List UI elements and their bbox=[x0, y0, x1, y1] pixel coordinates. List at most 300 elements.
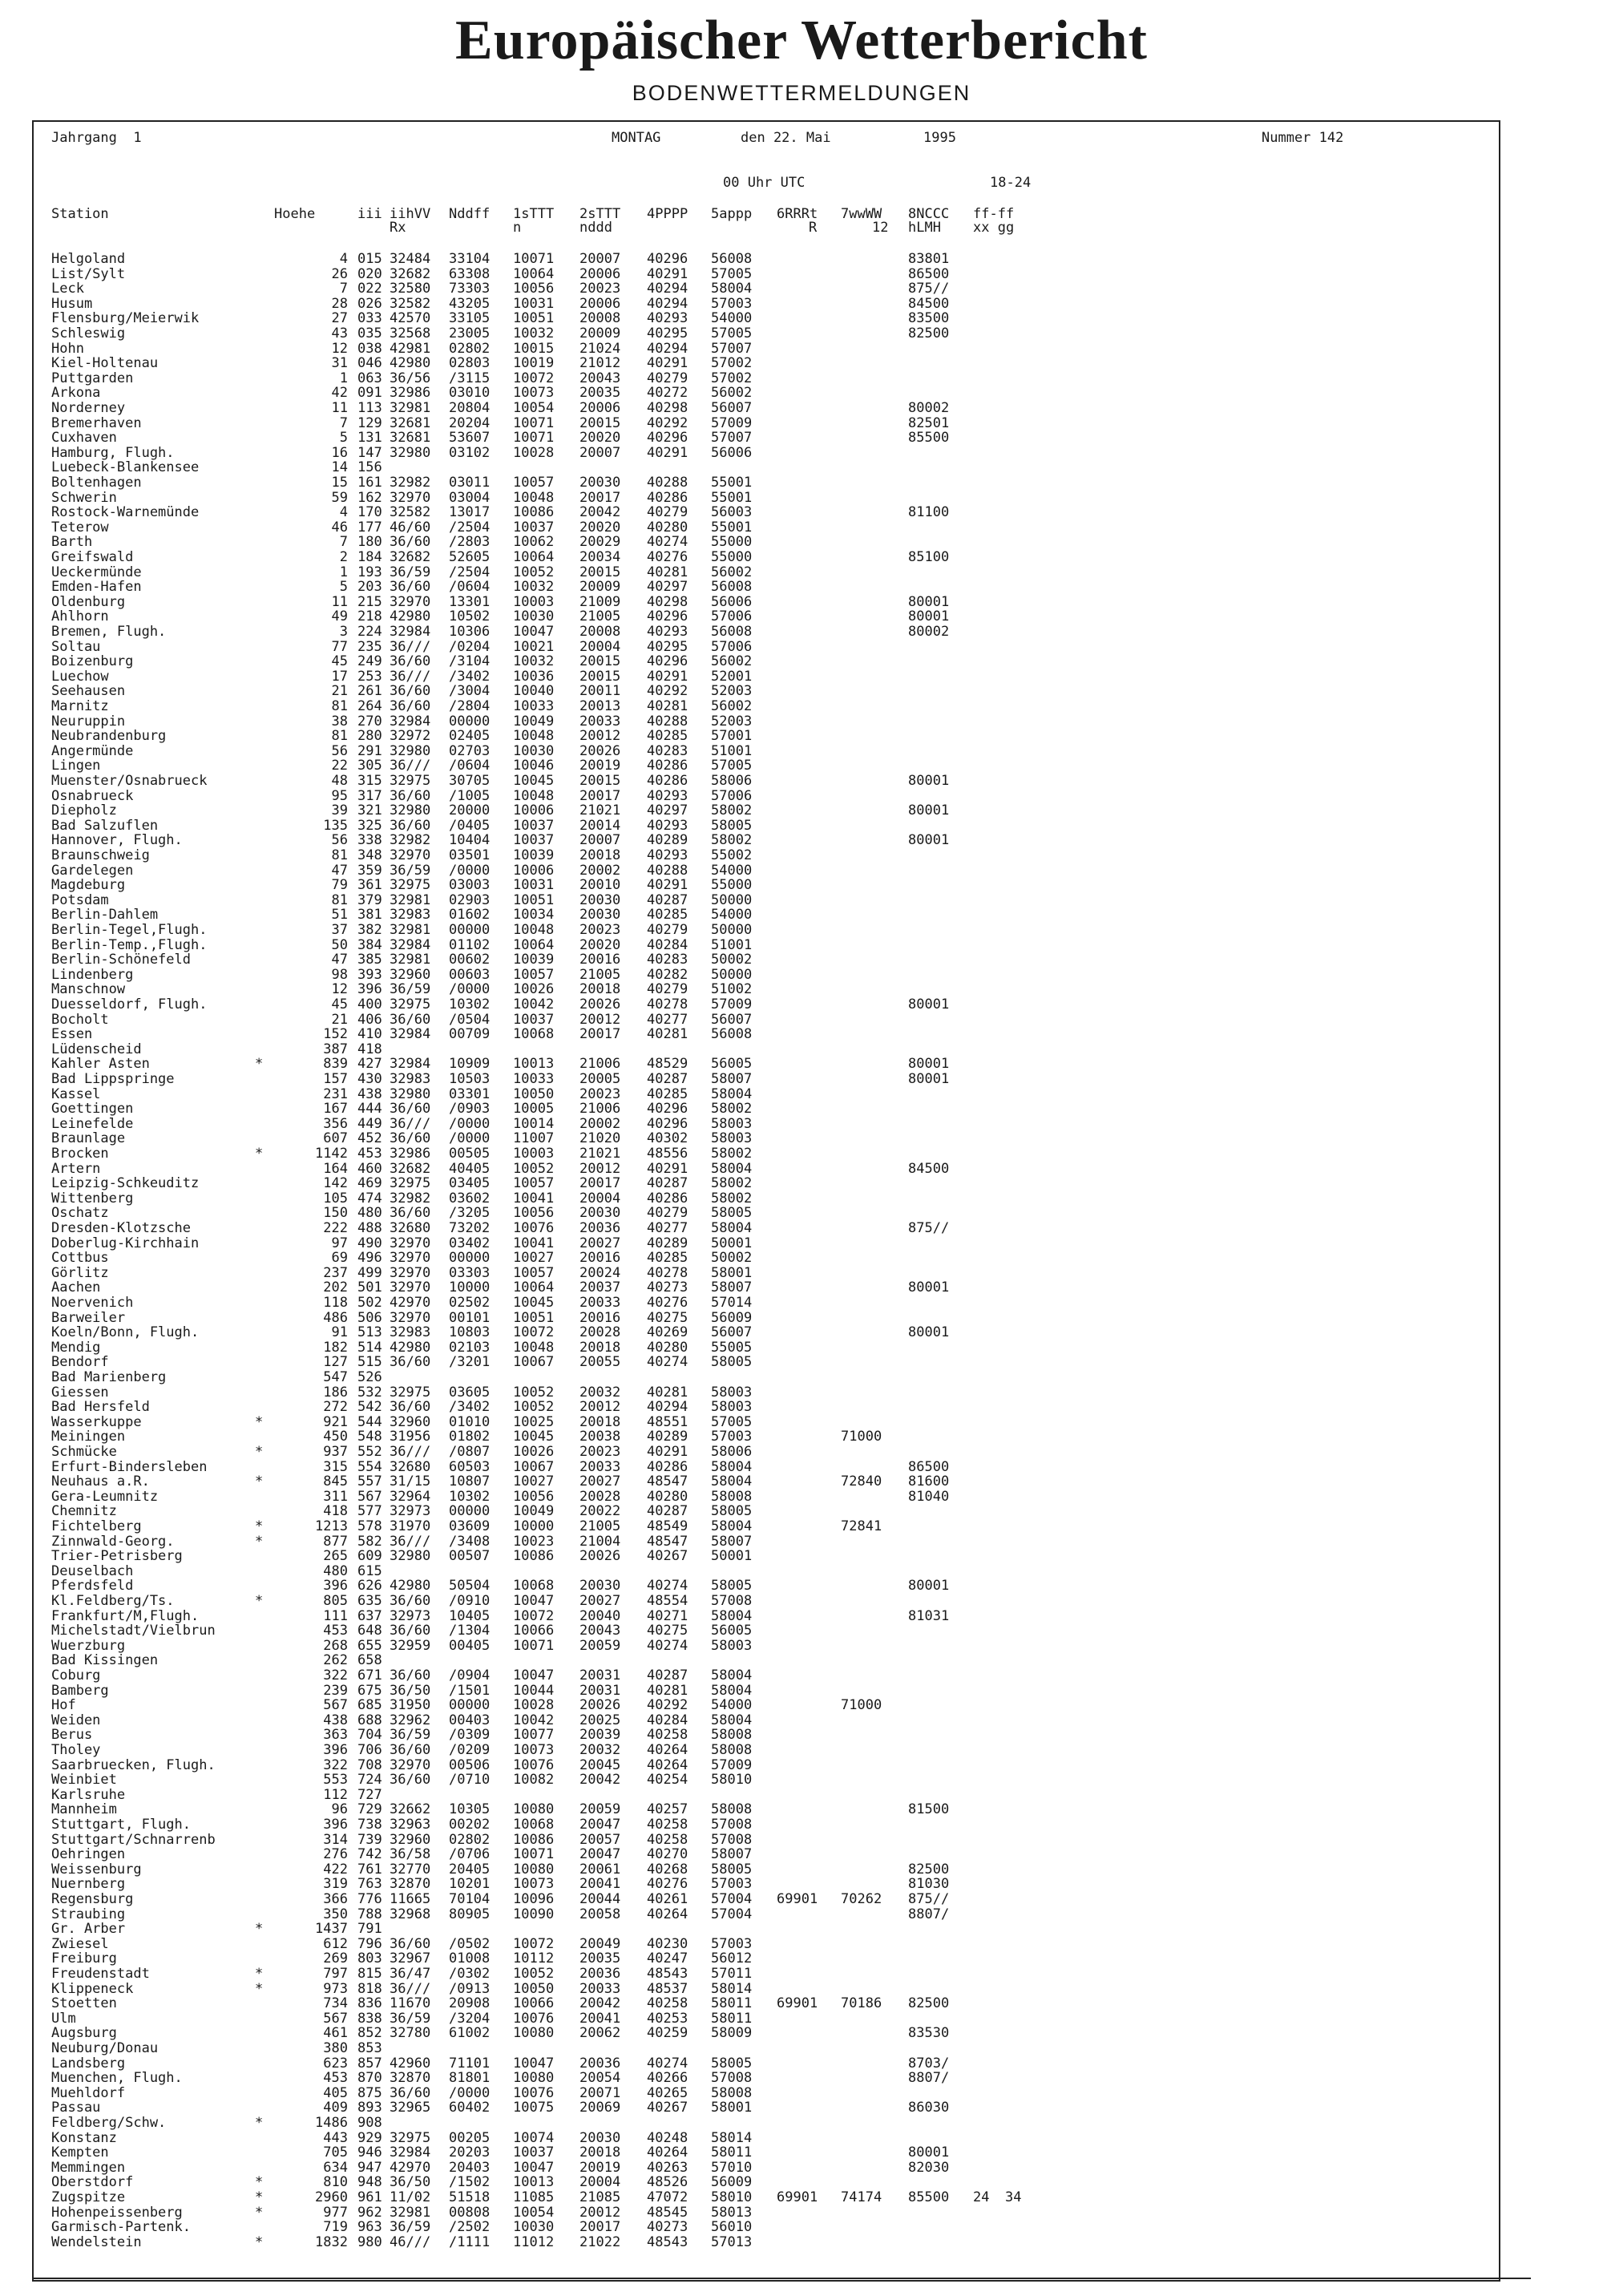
col-7wwww-sub: 12 bbox=[872, 220, 889, 236]
station-name: Michelstadt/Vielbrun bbox=[51, 1623, 216, 1639]
group-2sttt: 21005 bbox=[579, 1518, 621, 1534]
table-row bbox=[34, 1266, 1499, 1281]
group-nddff: 01602 bbox=[449, 907, 491, 924]
group-5appp: 58002 bbox=[711, 1190, 753, 1207]
group-5appp: 50000 bbox=[711, 966, 753, 983]
group-nddff: 00507 bbox=[449, 1548, 491, 1565]
group-2sttt: 20015 bbox=[579, 414, 621, 431]
station-id: 452 bbox=[357, 1130, 382, 1147]
group-gg: 34 bbox=[1005, 2189, 1022, 2205]
station-id: 469 bbox=[357, 1175, 382, 1192]
group-1sttt: 10031 bbox=[513, 295, 555, 312]
group-nddff: /0000 bbox=[449, 981, 491, 998]
table-row bbox=[34, 789, 1499, 804]
group-iihvv: 31956 bbox=[390, 1429, 431, 1445]
station-name: Karlsruhe bbox=[51, 1786, 126, 1803]
group-iihvv: 32975 bbox=[390, 877, 431, 894]
table-row bbox=[34, 2086, 1499, 2101]
group-iihvv: 32780 bbox=[390, 2025, 431, 2042]
report-frame bbox=[32, 120, 1500, 2282]
group-nddff: 00205 bbox=[449, 2129, 491, 2146]
station-id: 430 bbox=[357, 1071, 382, 1087]
group-iihvv: 36/// bbox=[390, 668, 431, 685]
group-2sttt: 21004 bbox=[579, 1533, 621, 1550]
group-4pppp: 40281 bbox=[647, 698, 688, 714]
station-name: Koeln/Bonn, Flugh. bbox=[51, 1324, 200, 1341]
mountain-mark: * bbox=[255, 1518, 264, 1534]
group-iihvv: 46/60 bbox=[390, 519, 431, 536]
group-nddff: 00202 bbox=[449, 1817, 491, 1833]
group-8nccc: 82500 bbox=[908, 325, 950, 342]
station-height: 237 bbox=[323, 1264, 348, 1281]
group-iihvv: 36/60 bbox=[390, 1772, 431, 1789]
group-7wwww: 71000 bbox=[841, 1429, 882, 1445]
table-row bbox=[34, 535, 1499, 550]
group-5appp: 58001 bbox=[711, 1264, 753, 1281]
page-subtitle: BODENWETTERMELDUNGEN bbox=[632, 81, 971, 105]
table-row bbox=[34, 1131, 1499, 1146]
group-5appp: 51001 bbox=[711, 936, 753, 953]
station-id: 963 bbox=[357, 2219, 382, 2236]
group-nddff: 10909 bbox=[449, 1056, 491, 1073]
station-id: 384 bbox=[357, 936, 382, 953]
station-height: 105 bbox=[323, 1190, 348, 1207]
group-nddff: 20908 bbox=[449, 1995, 491, 2012]
station-name: Freudenstadt bbox=[51, 1966, 150, 1982]
group-iihvv: 32983 bbox=[390, 1071, 431, 1087]
station-name: Görlitz bbox=[51, 1264, 109, 1281]
group-2sttt: 20062 bbox=[579, 2025, 621, 2042]
group-2sttt: 20032 bbox=[579, 1384, 621, 1401]
station-id: 685 bbox=[357, 1697, 382, 1714]
table-row bbox=[34, 669, 1499, 685]
group-iihvv: 32972 bbox=[390, 728, 431, 745]
table-row bbox=[34, 1146, 1499, 1162]
group-nddff: 00603 bbox=[449, 966, 491, 983]
group-5appp: 55001 bbox=[711, 519, 753, 536]
group-2sttt: 20041 bbox=[579, 2010, 621, 2027]
group-iihvv: 32983 bbox=[390, 1324, 431, 1341]
group-5appp: 57011 bbox=[711, 1966, 753, 1982]
group-2sttt: 20028 bbox=[579, 1324, 621, 1341]
station-height: 91 bbox=[331, 1324, 348, 1341]
table-row bbox=[34, 1385, 1499, 1401]
group-5appp: 58008 bbox=[711, 1742, 753, 1758]
group-4pppp: 40258 bbox=[647, 1727, 688, 1744]
group-iihvv: 32986 bbox=[390, 385, 431, 402]
group-5appp: 57005 bbox=[711, 265, 753, 282]
group-nddff: /1111 bbox=[449, 2233, 491, 2250]
group-2sttt: 20009 bbox=[579, 579, 621, 596]
table-row bbox=[34, 938, 1499, 953]
group-1sttt: 10028 bbox=[513, 1697, 555, 1714]
group-4pppp: 40286 bbox=[647, 773, 688, 789]
station-height: 45 bbox=[331, 653, 348, 670]
group-nddff: /0904 bbox=[449, 1667, 491, 1684]
station-id: 796 bbox=[357, 1935, 382, 1952]
group-nddff: 71101 bbox=[449, 2055, 491, 2072]
group-4pppp: 40291 bbox=[647, 1160, 688, 1177]
table-row bbox=[34, 1429, 1499, 1445]
group-iihvv: 32680 bbox=[390, 1220, 431, 1236]
group-nddff: 20403 bbox=[449, 2159, 491, 2176]
station-height: 322 bbox=[323, 1756, 348, 1773]
station-height: 607 bbox=[323, 1130, 348, 1147]
station-name: Leipzig-Schkeuditz bbox=[51, 1175, 200, 1192]
station-name: Barweiler bbox=[51, 1309, 126, 1326]
group-2sttt: 20012 bbox=[579, 1011, 621, 1028]
group-5appp: 58008 bbox=[711, 2084, 753, 2101]
station-name: Hohn bbox=[51, 340, 84, 357]
station-name: Neuhaus a.R. bbox=[51, 1473, 150, 1490]
station-height: 553 bbox=[323, 1772, 348, 1789]
mountain-mark: * bbox=[255, 1533, 264, 1550]
group-iihvv: 32970 bbox=[390, 489, 431, 506]
station-height: 719 bbox=[323, 2219, 348, 2236]
group-2sttt: 20027 bbox=[579, 1235, 621, 1251]
station-name: Nuernberg bbox=[51, 1876, 126, 1893]
table-row bbox=[34, 1236, 1499, 1251]
group-4pppp: 40280 bbox=[647, 1339, 688, 1356]
station-id: 554 bbox=[357, 1458, 382, 1475]
group-1sttt: 11007 bbox=[513, 1130, 555, 1147]
group-1sttt: 10036 bbox=[513, 668, 555, 685]
group-2sttt: 20016 bbox=[579, 1250, 621, 1267]
group-2sttt: 20036 bbox=[579, 1220, 621, 1236]
group-7wwww: 72841 bbox=[841, 1518, 882, 1534]
group-2sttt: 20038 bbox=[579, 1429, 621, 1445]
station-id: 400 bbox=[357, 996, 382, 1013]
table-row bbox=[34, 1833, 1499, 1848]
col-7wwww: 7wwWW bbox=[841, 206, 882, 222]
table-row bbox=[34, 2161, 1499, 2176]
station-name: Husum bbox=[51, 295, 93, 312]
group-5appp: 57003 bbox=[711, 1876, 753, 1893]
group-5appp: 58005 bbox=[711, 1205, 753, 1222]
table-row bbox=[34, 863, 1499, 879]
station-name: Erfurt-Bindersleben bbox=[51, 1458, 208, 1475]
station-id: 162 bbox=[357, 489, 382, 506]
table-row bbox=[34, 1072, 1499, 1087]
group-4pppp: 40302 bbox=[647, 1130, 688, 1147]
station-height: 150 bbox=[323, 1205, 348, 1222]
station-name: Ulm bbox=[51, 2010, 76, 2027]
station-height: 973 bbox=[323, 1980, 348, 1997]
group-5appp: 57007 bbox=[711, 340, 753, 357]
group-iihvv: 32968 bbox=[390, 1906, 431, 1922]
group-iihvv: 42980 bbox=[390, 1339, 431, 1356]
group-4pppp: 40247 bbox=[647, 1950, 688, 1967]
station-id: 264 bbox=[357, 698, 382, 714]
group-nddff: 00405 bbox=[449, 1637, 491, 1654]
group-5appp: 56009 bbox=[711, 1309, 753, 1326]
table-row bbox=[34, 1325, 1499, 1340]
group-5appp: 58010 bbox=[711, 2189, 753, 2205]
group-nddff: /0405 bbox=[449, 817, 491, 834]
table-row bbox=[34, 2100, 1499, 2116]
station-name: Osnabrueck bbox=[51, 787, 134, 804]
group-8nccc: 85100 bbox=[908, 549, 950, 565]
group-1sttt: 10032 bbox=[513, 579, 555, 596]
station-name: Arkona bbox=[51, 385, 101, 402]
group-2sttt: 20042 bbox=[579, 1995, 621, 2012]
group-4pppp: 40274 bbox=[647, 1637, 688, 1654]
station-height: 7 bbox=[339, 281, 348, 297]
group-iihvv: 36/60 bbox=[390, 1667, 431, 1684]
station-height: 21 bbox=[331, 1011, 348, 1028]
station-id: 449 bbox=[357, 1115, 382, 1132]
station-id: 526 bbox=[357, 1369, 382, 1385]
group-2sttt: 20019 bbox=[579, 2159, 621, 2176]
group-nddff: 73303 bbox=[449, 281, 491, 297]
station-name: Duesseldorf, Flugh. bbox=[51, 996, 208, 1013]
table-row bbox=[34, 1698, 1499, 1713]
group-4pppp: 40286 bbox=[647, 758, 688, 774]
group-iihvv: 42980 bbox=[390, 355, 431, 372]
group-nddff: 63308 bbox=[449, 265, 491, 282]
group-nddff: 10502 bbox=[449, 608, 491, 625]
station-height: 2960 bbox=[315, 2189, 348, 2205]
group-5appp: 57013 bbox=[711, 2233, 753, 2250]
group-4pppp: 40291 bbox=[647, 668, 688, 685]
table-row bbox=[34, 356, 1499, 371]
station-id: 033 bbox=[357, 310, 382, 327]
group-1sttt: 10048 bbox=[513, 922, 555, 938]
group-5appp: 55005 bbox=[711, 1339, 753, 1356]
group-5appp: 52003 bbox=[711, 713, 753, 730]
group-5appp: 50000 bbox=[711, 891, 753, 908]
station-name: Magdeburg bbox=[51, 877, 126, 894]
table-row bbox=[34, 640, 1499, 655]
group-2sttt: 20006 bbox=[579, 265, 621, 282]
station-height: 49 bbox=[331, 608, 348, 625]
station-id: 893 bbox=[357, 2100, 382, 2116]
station-height: 272 bbox=[323, 1399, 348, 1416]
group-nddff: 10000 bbox=[449, 1279, 491, 1296]
station-height: 2 bbox=[339, 549, 348, 565]
group-8nccc: 80001 bbox=[908, 1279, 950, 1296]
station-height: 43 bbox=[331, 325, 348, 342]
group-iihvv: 36/59 bbox=[390, 564, 431, 580]
table-row bbox=[34, 1922, 1499, 1937]
group-4pppp: 40278 bbox=[647, 1264, 688, 1281]
group-nddff: 70104 bbox=[449, 1891, 491, 1907]
group-2sttt: 20047 bbox=[579, 1817, 621, 1833]
group-5appp: 58006 bbox=[711, 773, 753, 789]
table-row bbox=[34, 2190, 1499, 2205]
table-row bbox=[34, 2175, 1499, 2190]
group-1sttt: 10039 bbox=[513, 952, 555, 968]
station-height: 486 bbox=[323, 1309, 348, 1326]
group-8nccc: 875// bbox=[908, 281, 950, 297]
station-name: Berlin-Dahlem bbox=[51, 907, 159, 924]
group-5appp: 58014 bbox=[711, 1980, 753, 1997]
group-iihvv: 36/// bbox=[390, 1980, 431, 1997]
station-height: 21 bbox=[331, 683, 348, 700]
table-row bbox=[34, 326, 1499, 342]
group-1sttt: 10013 bbox=[513, 2174, 555, 2191]
station-name: Wasserkuppe bbox=[51, 1413, 142, 1430]
group-2sttt: 20043 bbox=[579, 1623, 621, 1639]
station-id: 321 bbox=[357, 802, 382, 819]
group-1sttt: 10042 bbox=[513, 1712, 555, 1728]
table-row bbox=[34, 267, 1499, 282]
station-name: Stoetten bbox=[51, 1995, 117, 2012]
station-id: 215 bbox=[357, 593, 382, 610]
table-row bbox=[34, 1460, 1499, 1475]
group-iihvv: 36/// bbox=[390, 1115, 431, 1132]
station-height: 268 bbox=[323, 1637, 348, 1654]
group-nddff: 20204 bbox=[449, 414, 491, 431]
table-row bbox=[34, 1191, 1499, 1207]
group-2sttt: 21006 bbox=[579, 1056, 621, 1073]
station-name: Teterow bbox=[51, 519, 109, 536]
group-4pppp: 40258 bbox=[647, 1817, 688, 1833]
group-nddff: /3205 bbox=[449, 1205, 491, 1222]
group-1sttt: 10048 bbox=[513, 1339, 555, 1356]
group-nddff: /1502 bbox=[449, 2174, 491, 2191]
station-height: 839 bbox=[323, 1056, 348, 1073]
group-nddff: 02803 bbox=[449, 355, 491, 372]
station-height: 127 bbox=[323, 1354, 348, 1371]
station-height: 418 bbox=[323, 1503, 348, 1520]
station-height: 46 bbox=[331, 519, 348, 536]
station-id: 626 bbox=[357, 1578, 382, 1595]
group-4pppp: 40276 bbox=[647, 1295, 688, 1311]
station-name: Chemnitz bbox=[51, 1503, 117, 1520]
col-iii: iii bbox=[357, 206, 382, 222]
group-iihvv: 36/60 bbox=[390, 534, 431, 551]
group-7wwww: 74174 bbox=[841, 2189, 882, 2205]
group-4pppp: 40278 bbox=[647, 996, 688, 1013]
group-1sttt: 10030 bbox=[513, 608, 555, 625]
station-id: 418 bbox=[357, 1041, 382, 1057]
group-1sttt: 10032 bbox=[513, 653, 555, 670]
station-name: Kl.Feldberg/Ts. bbox=[51, 1593, 175, 1609]
station-id: 161 bbox=[357, 475, 382, 491]
station-id: 026 bbox=[357, 295, 382, 312]
table-row bbox=[34, 1534, 1499, 1550]
station-name: Deuselbach bbox=[51, 1562, 134, 1579]
group-8nccc: 83500 bbox=[908, 310, 950, 327]
table-row bbox=[34, 1937, 1499, 1952]
group-2sttt: 20015 bbox=[579, 668, 621, 685]
table-row bbox=[34, 907, 1499, 923]
group-2sttt: 20069 bbox=[579, 2100, 621, 2116]
group-5appp: 58007 bbox=[711, 1071, 753, 1087]
station-id: 542 bbox=[357, 1399, 382, 1416]
station-id: 317 bbox=[357, 787, 382, 804]
group-2sttt: 20017 bbox=[579, 489, 621, 506]
col-2sttt: 2sTTT bbox=[579, 206, 621, 222]
group-4pppp: 40292 bbox=[647, 1697, 688, 1714]
group-iihvv: 32970 bbox=[390, 1756, 431, 1773]
station-id: 038 bbox=[357, 340, 382, 357]
group-4pppp: 48543 bbox=[647, 1966, 688, 1982]
station-height: 480 bbox=[323, 1562, 348, 1579]
group-nddff: /0000 bbox=[449, 1130, 491, 1147]
group-iihvv: 32984 bbox=[390, 1026, 431, 1043]
station-name: Bocholt bbox=[51, 1011, 109, 1028]
station-height: 69 bbox=[331, 1250, 348, 1267]
group-5appp: 57009 bbox=[711, 1756, 753, 1773]
group-4pppp: 40248 bbox=[647, 2129, 688, 2146]
station-id: 671 bbox=[357, 1667, 382, 1684]
group-8nccc: 86500 bbox=[908, 265, 950, 282]
group-4pppp: 40272 bbox=[647, 385, 688, 402]
group-4pppp: 40274 bbox=[647, 2055, 688, 2072]
table-row bbox=[34, 1639, 1499, 1654]
station-height: 314 bbox=[323, 1831, 348, 1848]
group-4pppp: 40292 bbox=[647, 414, 688, 431]
group-1sttt: 10033 bbox=[513, 698, 555, 714]
group-1sttt: 10032 bbox=[513, 325, 555, 342]
group-1sttt: 10048 bbox=[513, 489, 555, 506]
table-row bbox=[34, 475, 1499, 491]
group-5appp: 58002 bbox=[711, 1146, 753, 1162]
group-iihvv: 32980 bbox=[390, 802, 431, 819]
group-1sttt: 10052 bbox=[513, 1966, 555, 1982]
station-id: 113 bbox=[357, 400, 382, 416]
group-4pppp: 40296 bbox=[647, 1115, 688, 1132]
group-5appp: 57005 bbox=[711, 758, 753, 774]
group-5appp: 58013 bbox=[711, 2204, 753, 2221]
station-name: Bamberg bbox=[51, 1682, 109, 1699]
station-height: 805 bbox=[323, 1593, 348, 1609]
table-row bbox=[34, 1684, 1499, 1699]
mountain-mark: * bbox=[255, 1146, 264, 1162]
group-iihvv: 32986 bbox=[390, 1146, 431, 1162]
group-iihvv: 32582 bbox=[390, 504, 431, 521]
table-row bbox=[34, 1877, 1499, 1892]
time-interval: 18-24 bbox=[990, 175, 1032, 191]
group-1sttt: 10071 bbox=[513, 1846, 555, 1863]
station-id: 224 bbox=[357, 624, 382, 640]
station-id: 488 bbox=[357, 1220, 382, 1236]
table-row bbox=[34, 1653, 1499, 1668]
group-nddff: /3402 bbox=[449, 1399, 491, 1416]
table-row bbox=[34, 654, 1499, 669]
station-height: 39 bbox=[331, 802, 348, 819]
table-row bbox=[34, 1623, 1499, 1639]
group-1sttt: 10046 bbox=[513, 758, 555, 774]
table-row bbox=[34, 1311, 1499, 1326]
group-2sttt: 21021 bbox=[579, 802, 621, 819]
group-2sttt: 20026 bbox=[579, 742, 621, 759]
station-name: Berlin-Tegel,Flugh. bbox=[51, 922, 208, 938]
table-row bbox=[34, 625, 1499, 640]
table-row bbox=[34, 774, 1499, 789]
mountain-mark: * bbox=[255, 1444, 264, 1460]
group-4pppp: 40261 bbox=[647, 1891, 688, 1907]
group-nddff: 03609 bbox=[449, 1518, 491, 1534]
station-height: 79 bbox=[331, 877, 348, 894]
station-height: 17 bbox=[331, 668, 348, 685]
group-5appp: 57003 bbox=[711, 1935, 753, 1952]
group-1sttt: 10047 bbox=[513, 2055, 555, 2072]
group-8nccc: 80001 bbox=[908, 608, 950, 625]
table-row bbox=[34, 342, 1499, 357]
group-4pppp: 40283 bbox=[647, 742, 688, 759]
group-5appp: 58005 bbox=[711, 1861, 753, 1878]
col-ff-sub: xx gg bbox=[973, 220, 1015, 236]
group-2sttt: 20010 bbox=[579, 877, 621, 894]
group-2sttt: 20006 bbox=[579, 295, 621, 312]
group-1sttt: 10071 bbox=[513, 251, 555, 267]
group-2sttt: 20042 bbox=[579, 1772, 621, 1789]
group-iihvv: 32983 bbox=[390, 907, 431, 924]
station-name: Berus bbox=[51, 1727, 93, 1744]
